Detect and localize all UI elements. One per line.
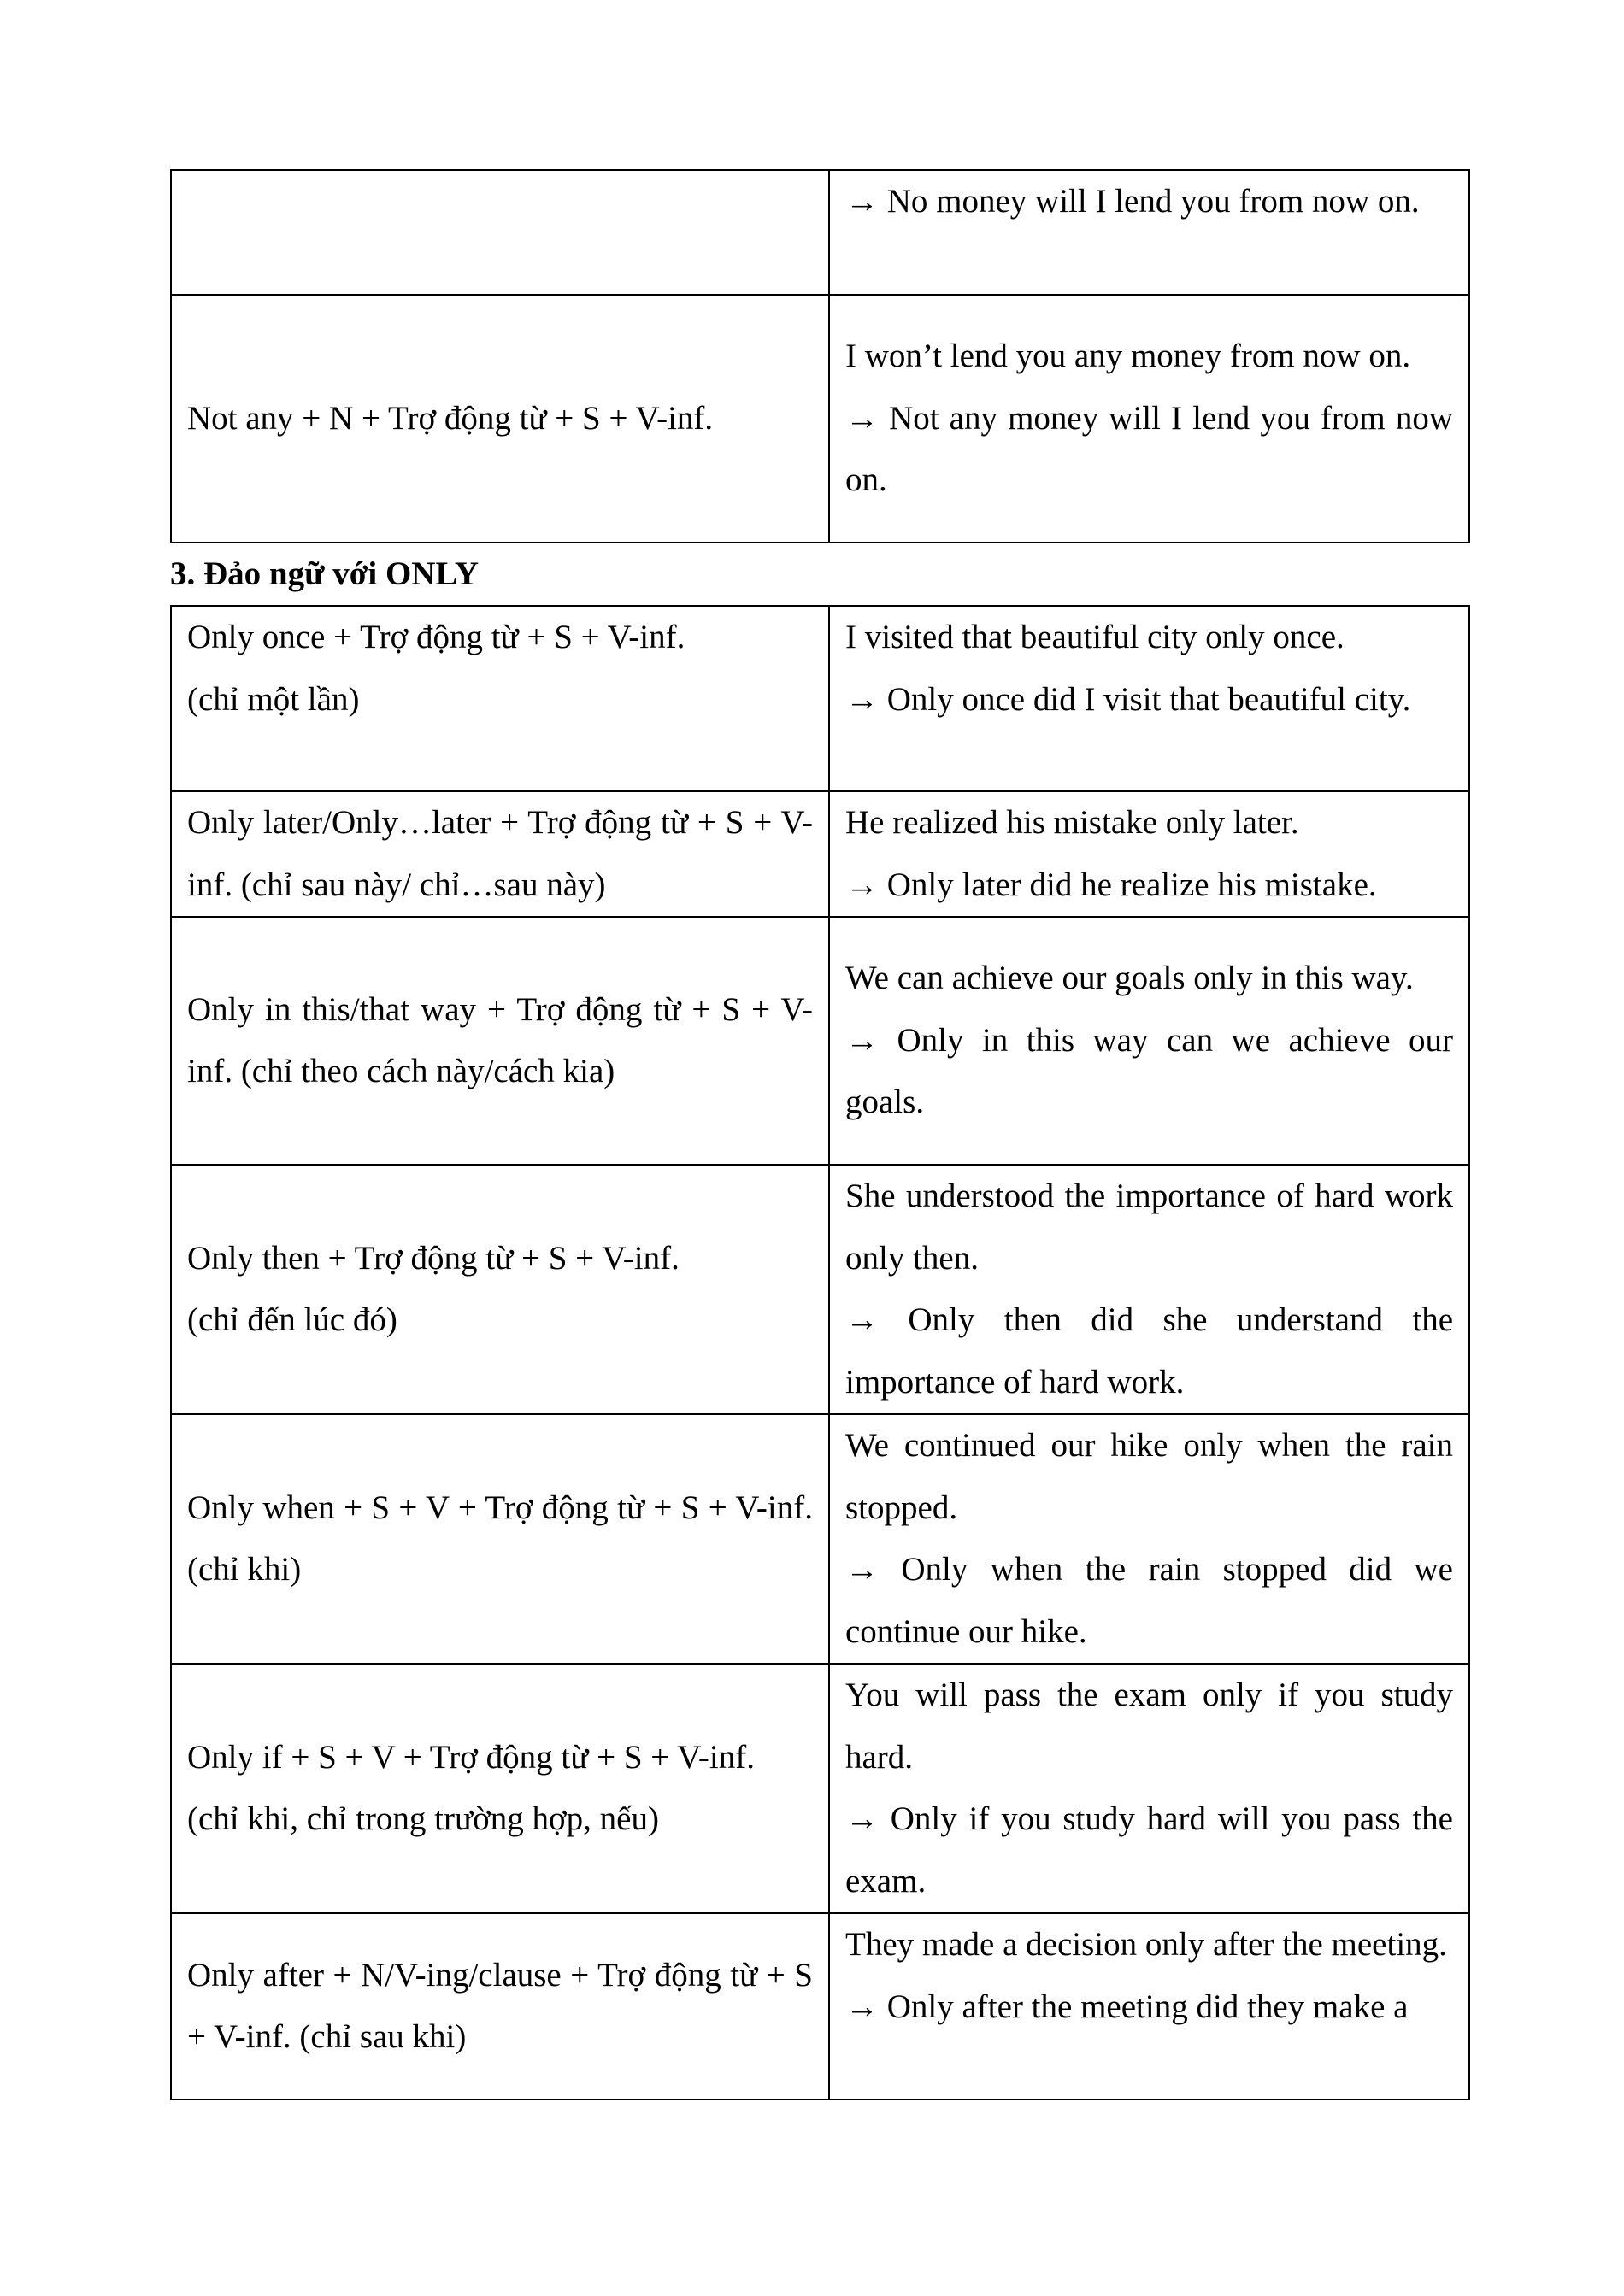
table-row — [171, 170, 1469, 295]
table-row — [171, 917, 1469, 1165]
example-line: → Only then did she understand the importance of hard work. — [845, 1301, 1453, 1401]
structure-line: Only later/Only…later + Trợ động từ + S + V-inf. (chỉ sau này/ chỉ…sau này) — [187, 804, 813, 903]
structure-cell — [171, 1165, 829, 1414]
structure-cell — [171, 170, 829, 295]
example-line: → Only in this way can we achieve our goals. — [845, 1021, 1453, 1121]
structure-cell — [171, 1913, 829, 2099]
example-line: → Only once did I visit that beautiful city. — [845, 680, 1411, 718]
structure-line: Only in this/that way + Trợ động từ + S + V-inf. (chỉ theo cách này/cách kia) — [187, 990, 813, 1089]
example-cell — [829, 1414, 1469, 1664]
table-row — [171, 1913, 1469, 2099]
example-line: They made a decision only after the meeting. — [845, 1926, 1447, 1963]
example-line: → Only when the rain stopped did we continue our hike. — [845, 1551, 1453, 1650]
structure-cell — [171, 295, 829, 543]
example-cell — [829, 1664, 1469, 1913]
example-line: She understood the importance of hard work only then. — [845, 1177, 1453, 1277]
structure-cell — [171, 917, 829, 1165]
example-line: → Not any money will I lend you from now on. — [845, 399, 1453, 499]
example-cell — [829, 1913, 1469, 2099]
structure-line: (chỉ đến lúc đó) — [187, 1301, 397, 1338]
inversion-table-continued — [170, 169, 1470, 543]
example-line: We continued our hike only when the rain stopped. — [845, 1427, 1453, 1526]
example-line: → Only if you study hard will you pass the exam. — [845, 1800, 1453, 1900]
structure-line: (chỉ một lần) — [187, 680, 360, 718]
example-cell — [829, 1165, 1469, 1414]
structure-cell — [171, 1664, 829, 1913]
example-line: → Only later did he realize his mistake. — [845, 866, 1377, 903]
structure-line: Only then + Trợ động từ + S + V-inf. — [187, 1239, 680, 1277]
structure-cell — [171, 1414, 829, 1664]
structure-line: (chỉ khi, chỉ trong trường hợp, nếu) — [187, 1800, 659, 1837]
example-line: I visited that beautiful city only once. — [845, 619, 1345, 655]
table-row — [171, 1165, 1469, 1414]
example-line: → No money will I lend you from now on. — [845, 183, 1420, 220]
structure-line: Only when + S + V + Trợ động từ + S + V-inf. (chỉ khi) — [187, 1489, 813, 1588]
example-cell — [829, 606, 1469, 791]
example-line: You will pass the exam only if you study hard. — [845, 1676, 1453, 1776]
example-cell — [829, 170, 1469, 295]
table-row — [171, 1414, 1469, 1664]
table-row — [171, 791, 1469, 917]
table-row — [171, 606, 1469, 791]
structure-cell — [171, 791, 829, 917]
example-cell — [829, 295, 1469, 543]
example-line: He realized his mistake only later. — [845, 804, 1299, 841]
example-cell — [829, 917, 1469, 1165]
section-heading: 3. Đảo ngữ với ONLY — [170, 555, 480, 592]
example-line: → Only after the meeting did they make a — [845, 1988, 1409, 2025]
example-line: We can achieve our goals only in this way. — [845, 960, 1414, 997]
structure-line: Not any + N + Trợ động từ + S + V-inf. — [187, 399, 714, 437]
table-row — [171, 295, 1469, 543]
structure-cell — [171, 606, 829, 791]
only-inversion-table — [170, 605, 1470, 2100]
example-cell — [829, 791, 1469, 917]
example-line: I won’t lend you any money from now on. — [845, 338, 1411, 375]
structure-line: Only if + S + V + Trợ động từ + S + V-inf. — [187, 1738, 755, 1776]
structure-line: Only after + N/V-ing/clause + Trợ động từ + S + V-inf. (chỉ sau khi) — [187, 1956, 813, 2055]
table-row — [171, 1664, 1469, 1913]
structure-line: Only once + Trợ động từ + S + V-inf. — [187, 619, 685, 655]
document-page — [170, 169, 1468, 2100]
